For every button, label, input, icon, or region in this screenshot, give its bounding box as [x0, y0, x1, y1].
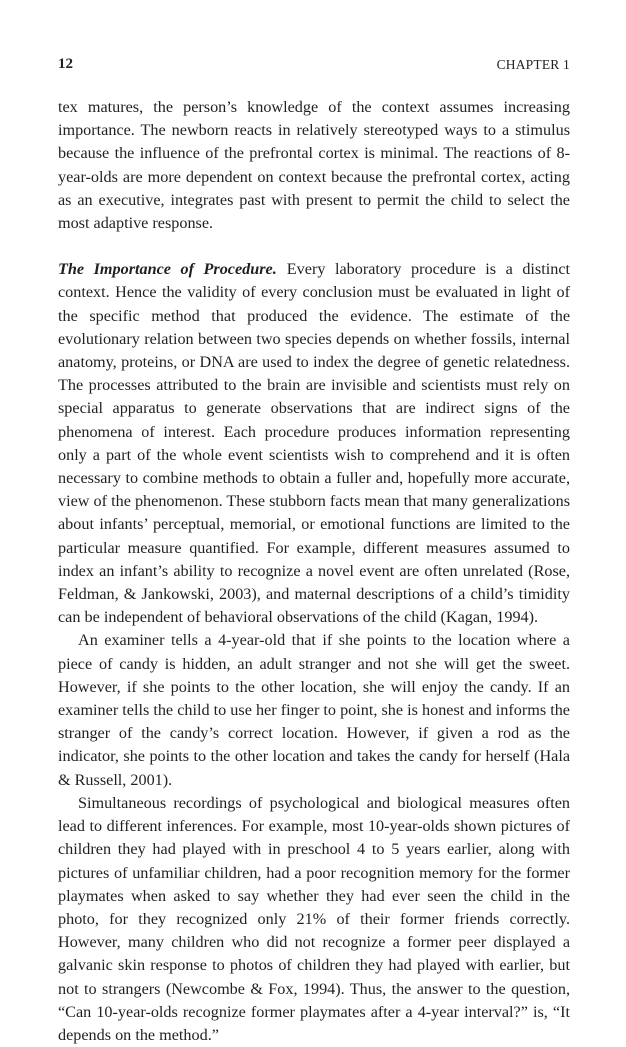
page-number: 12: [58, 56, 73, 72]
paragraph-continued: tex matures, the person’s knowledge of the context assumes increasing importance. The newborn reacts in relatively stereotyped ways to a stimulus because the influence of the prefrontal cortex is minimal. The reactions of 8-year-olds are more dependent on context because the prefrontal cortex, acting as an executive, integrates past with present to permit the child to select the most adaptive response.: [58, 98, 570, 233]
paragraph: An examiner tells a 4-year-old that if she points to the location where a piece of candy is hidden, an adult stranger and not she will get the sweet. However, if she points to the other location, she will enjoy the candy. If an examiner tells the child to use her finger to point, she is honest and informs the stranger of the candy’s correct location. However, if given a rod as the indicator, she points to the other location and takes the candy for herself (Hala & Russell, 2001).: [58, 631, 570, 789]
paragraph-section-start: [58, 258, 570, 629]
chapter-label: CHAPTER 1: [496, 57, 570, 72]
paragraph: Simultaneous recordings of psychological and biological measures often lead to different inferences. For example, most 10-year-olds shown pictures of children they had played with in preschool 4 to 5 years earlier, along with pictures of unfamiliar children, had a poor recognition memory for the former playmates when asked to say whether they had ever seen the child in the photo, for they recognized only 21% of their former friends correctly. However, many children who did not recognize a former peer displayed a galvanic skin response to photos of children they had played with earlier, but not to strangers (Newcombe & Fox, 1994). Thus, the answer to the question, “Can 10-year-olds recognize former playmates after a 4-year interval?” is, “It depends on the method.”: [58, 793, 570, 1044]
section-heading: The Importance of Procedure.: [58, 260, 277, 279]
book-page: [58, 0, 570, 1047]
running-head: [58, 56, 570, 80]
paragraph-text: Every laboratory procedure is a distinct context. Hence the validity of every conclusion must be evaluated in light of the specific method that produced the evidence. The estimate of the evolutionary relation between two species depends on whether fossils, internal anatomy, proteins, or DNA are used to index the degree of genetic relatedness. The processes attributed to the brain are invisible and scientists must rely on special apparatus to generate observations that are indirect signs of the phenomena of interest. Each procedure produces information representing only a part of the whole event scientists wish to comprehend and it is often necessary to combine methods to obtain a fuller and, hopefully more accurate, view of the phenomenon. These stubborn facts mean that many generalizations about infants’ perceptual, memorial, or emotional functions are limited to the particular measure quantified. For example, different measures assumed to index an infant’s ability to recognize a novel event are often unrelated (Rose, Feldman, & Jankowski, 2003), and maternal descriptions of a child’s timidity can be independent of behavioral observations of the child (Kagan, 1994).: [58, 260, 570, 627]
body-text: [58, 96, 570, 1047]
